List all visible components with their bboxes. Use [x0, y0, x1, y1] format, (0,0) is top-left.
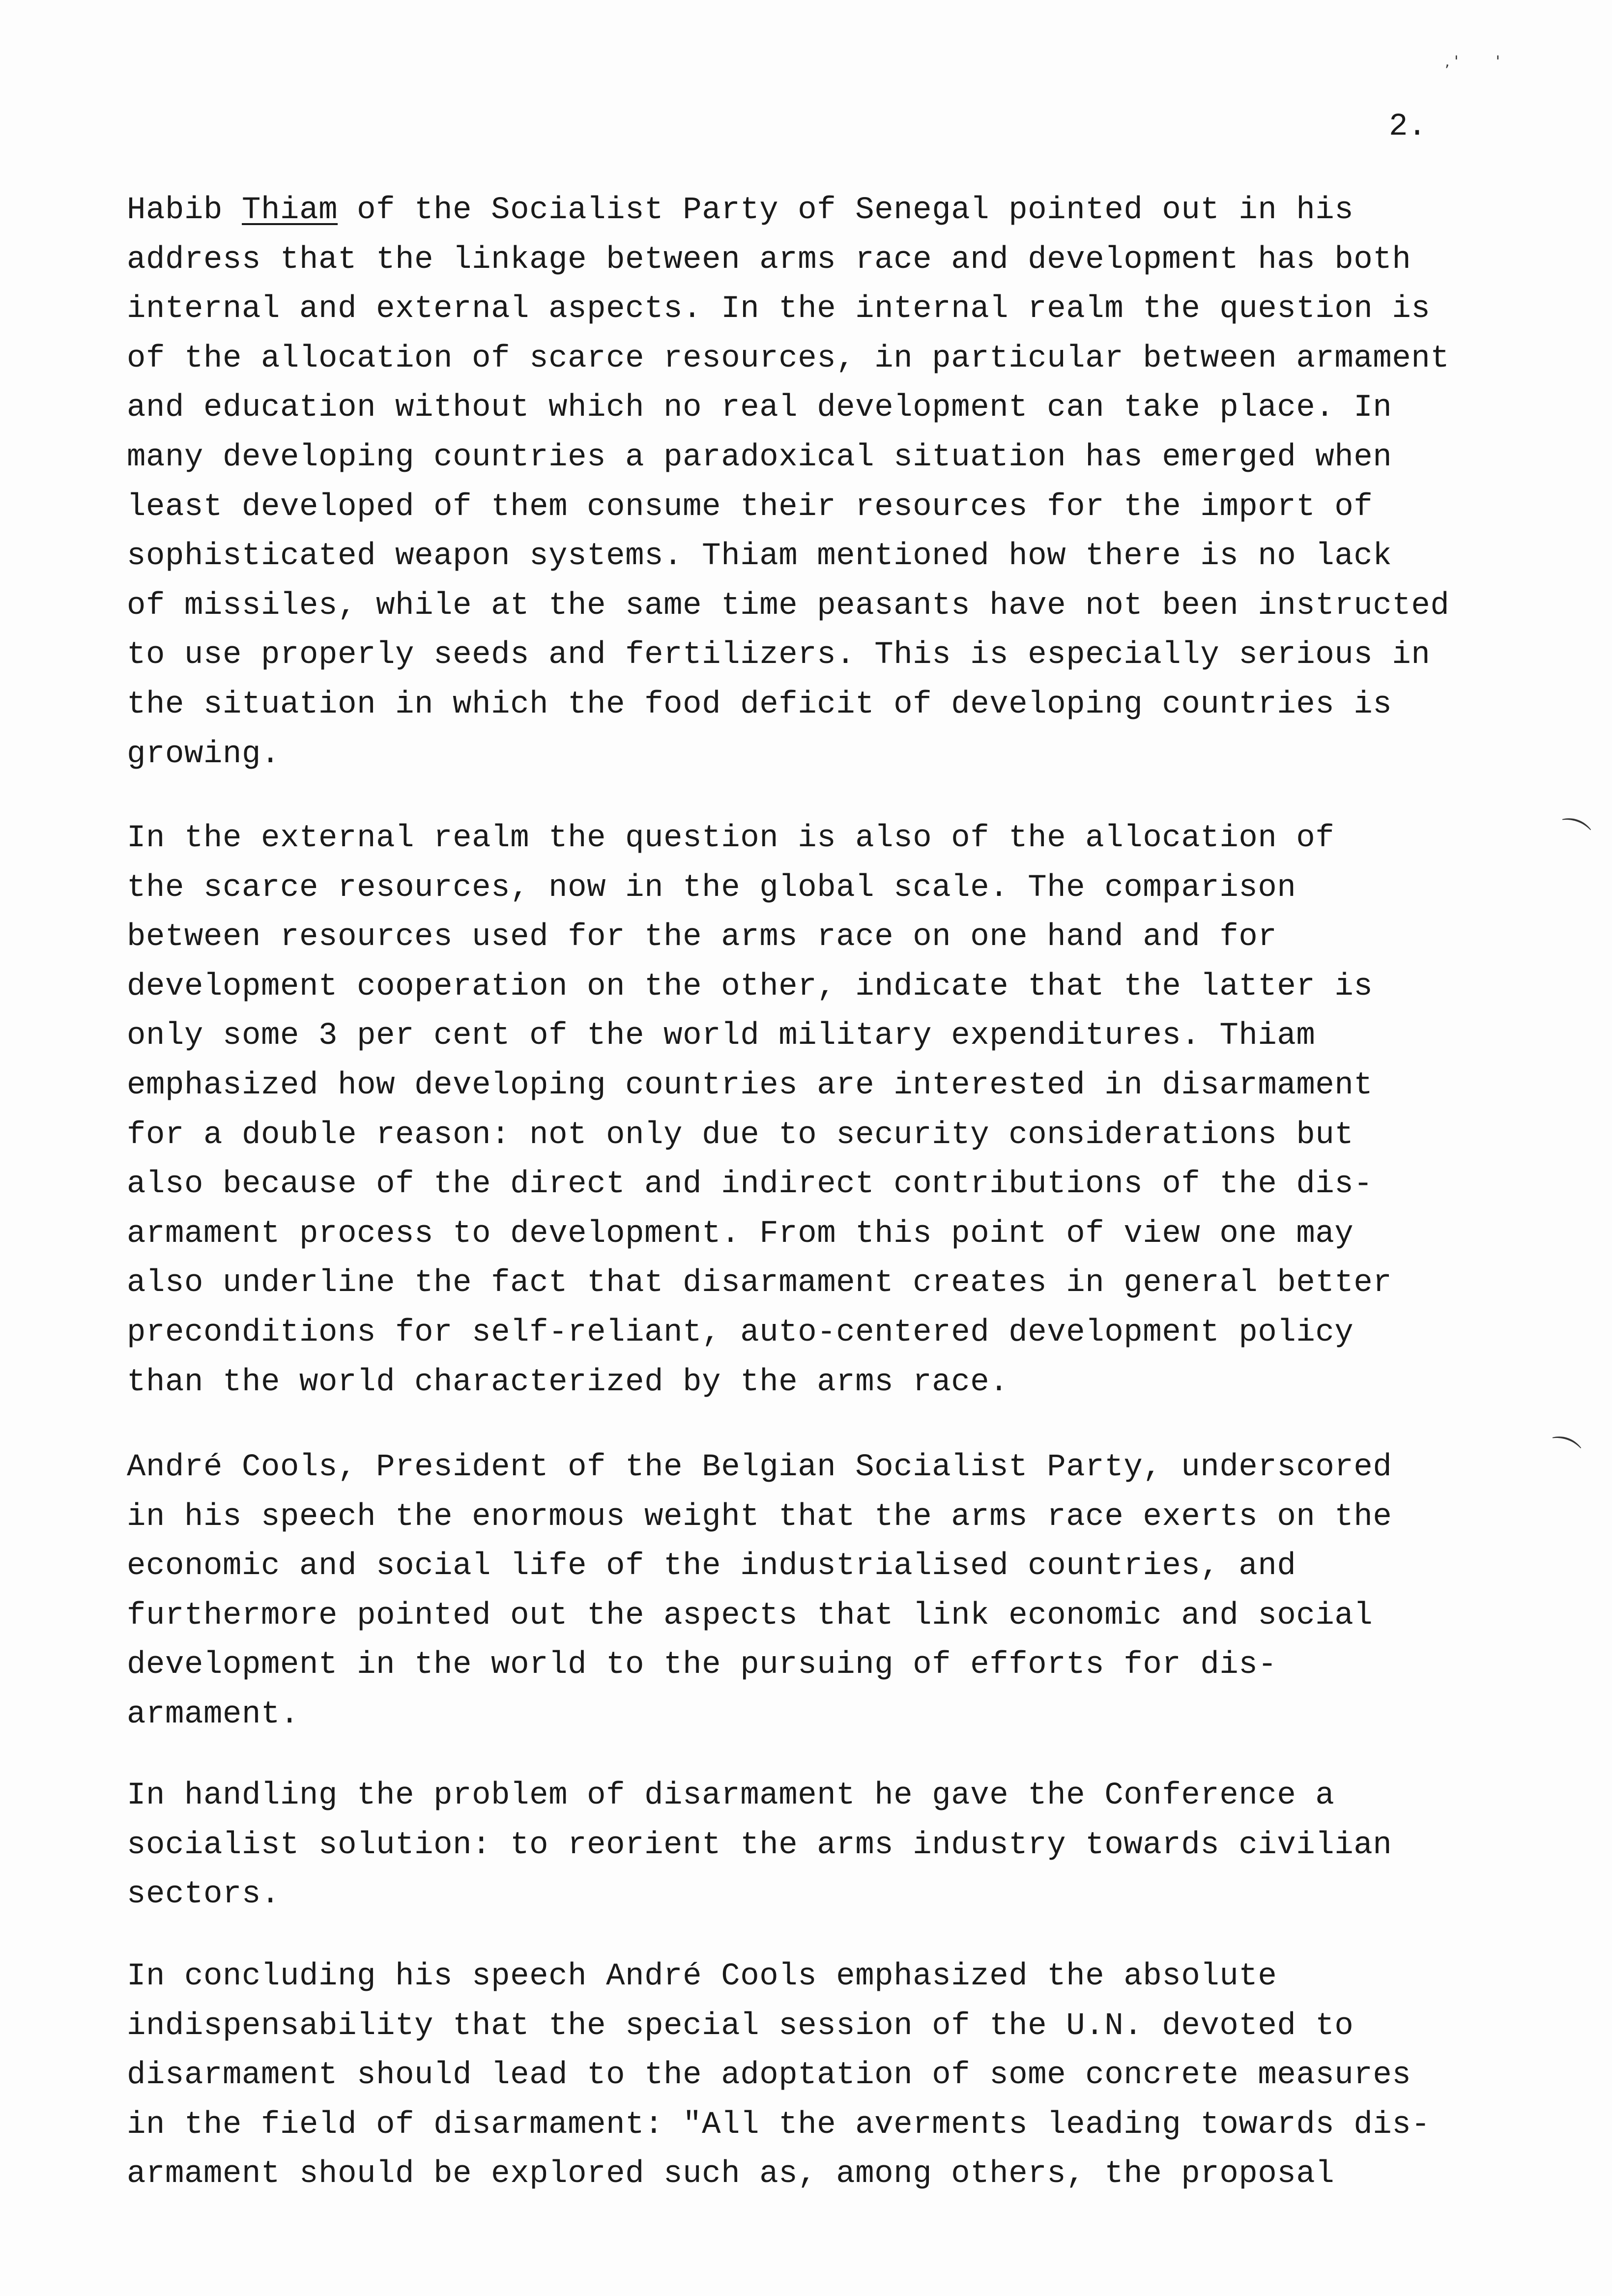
paragraph-cools-speech [127, 1443, 1392, 1740]
text-line: emphasized how developing countries are interested in disarmament [127, 1067, 1373, 1103]
scan-mark-top: , ' ' [1445, 53, 1500, 70]
underlined-name: Thiam [242, 193, 338, 228]
text-line: disarmament should lead to the adoptation of some concrete measures [127, 2058, 1411, 2094]
text-line: development in the world to the pursuing of efforts for dis- [127, 1647, 1277, 1683]
text-line: address that the linkage between arms race and development has both [127, 242, 1411, 278]
text-line: also because of the direct and indirect contributions of the dis- [127, 1167, 1373, 1203]
text-line: between resources used for the arms race on one hand and for [127, 919, 1277, 955]
paragraph-thiam-external [127, 814, 1392, 1407]
text-line: than the world characterized by the arms race. [127, 1364, 1009, 1400]
text-line: internal and external aspects. In the internal realm the question is [127, 291, 1431, 327]
text-line: economic and social life of the industrialised countries, and [127, 1549, 1296, 1584]
text-line: Habib Thiam of the Socialist Party of Senegal pointed out in his [127, 193, 1354, 228]
text-line: in his speech the enormous weight that the arms race exerts on the [127, 1499, 1392, 1535]
text-line: in the field of disarmament: "All the averments leading towards dis- [127, 2107, 1431, 2143]
text-line: least developed of them consume their resources for the import of [127, 489, 1373, 525]
text-line: armament should be explored such as, among others, the proposal [127, 2156, 1335, 2192]
text-line: sophisticated weapon systems. Thiam mentioned how there is no lack [127, 539, 1392, 574]
paragraph-cools-conclusion [127, 1952, 1430, 2199]
text-line: development cooperation on the other, indicate that the latter is [127, 969, 1373, 1004]
text-line: the scarce resources, now in the global scale. The comparison [127, 870, 1296, 906]
scan-mark-right-1: ⌒ [1552, 812, 1594, 858]
text-line: furthermore pointed out the aspects that link economic and social [127, 1598, 1373, 1634]
text-line: sectors. [127, 1877, 281, 1913]
text-line: of the allocation of scarce resources, in particular between armament [127, 341, 1450, 376]
text-line: also underline the fact that disarmament creates in general better [127, 1265, 1392, 1301]
text-line: armament. [127, 1696, 300, 1732]
text-line: socialist solution: to reorient the arms industry towards civilian [127, 1827, 1392, 1863]
page-number: 2. [1389, 109, 1427, 144]
text-line: André Cools, President of the Belgian Socialist Party, underscored [127, 1450, 1392, 1485]
paragraph-socialist-solution [127, 1771, 1392, 1920]
text-line: the situation in which the food deficit of developing countries is [127, 687, 1392, 722]
text-line: many developing countries a paradoxical situation has emerged when [127, 439, 1392, 475]
text-line: In concluding his speech André Cools emphasized the absolute [127, 1959, 1277, 1994]
text-line: of missiles, while at the same time peasants have not been instructed [127, 588, 1450, 624]
text-line: preconditions for self-reliant, auto-centered development policy [127, 1315, 1354, 1350]
text-line: and education without which no real development can take place. In [127, 390, 1392, 426]
text-line: for a double reason: not only due to security considerations but [127, 1117, 1354, 1153]
text-line: armament process to development. From this point of view one may [127, 1216, 1354, 1252]
text-line: to use properly seeds and fertilizers. This is especially serious in [127, 637, 1431, 673]
text-line: only some 3 per cent of the world military expenditures. Thiam [127, 1018, 1316, 1054]
scan-mark-right-2: ⌒ [1542, 1431, 1584, 1476]
paragraph-thiam-internal [127, 186, 1449, 779]
text-line: indispensability that the special session of the U.N. devoted to [127, 2008, 1354, 2044]
text-line: In the external realm the question is also of the allocation of [127, 821, 1335, 856]
text-line: In handling the problem of disarmament he gave the Conference a [127, 1778, 1335, 1813]
text-line: growing. [127, 736, 281, 772]
